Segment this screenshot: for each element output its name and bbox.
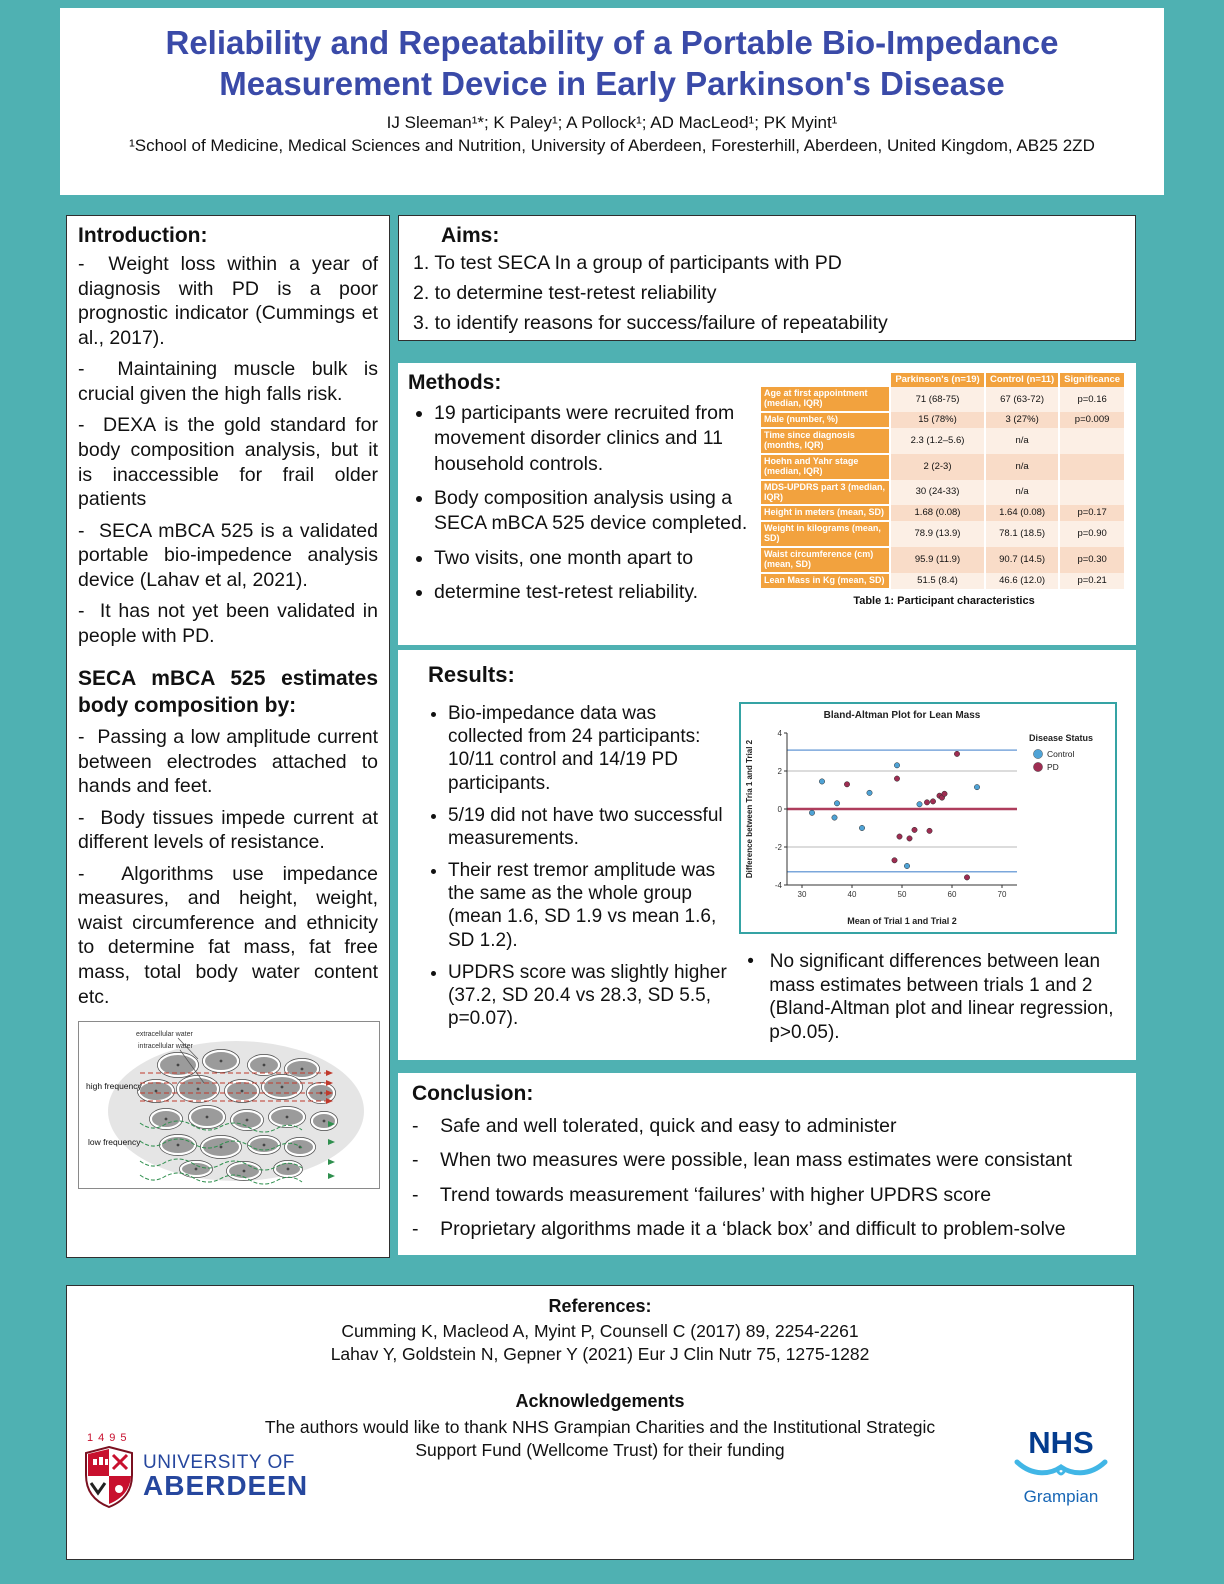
row-label-cell: Male (number, %) <box>761 412 890 428</box>
references-list <box>67 1321 1133 1365</box>
svg-text:70: 70 <box>997 890 1007 899</box>
significance-value-cell: p=0.21 <box>1059 573 1124 589</box>
results-text <box>416 702 733 1044</box>
significance-value-cell <box>1059 480 1124 506</box>
results-panel <box>398 650 1136 1060</box>
table-row <box>761 412 1124 428</box>
conclusion-point: - Trend towards measurement ‘failures’ with higher UPDRS score <box>412 1183 1122 1208</box>
row-label-cell: Hoehn and Yahr stage (median, IQR) <box>761 454 890 480</box>
table-row <box>761 454 1124 480</box>
control-value-cell: n/a <box>985 480 1059 506</box>
aims-heading: Aims: <box>441 224 500 247</box>
results-bullet: • Their rest tremor amplitude was the same as the whole group (mean 1.6, SD 1.9 vs mean 1.6, SD 1.2). <box>448 859 733 952</box>
conclusion-points <box>412 1114 1122 1242</box>
references-heading: References: <box>548 1296 652 1316</box>
results-heading: Results: <box>428 662 515 687</box>
parkinsons-value-cell: 71 (68-75) <box>890 387 985 412</box>
conclusion-point: - When two measures were possible, lean mass estimates were consistant <box>412 1148 1122 1173</box>
svg-text:PD: PD <box>1047 762 1060 772</box>
introduction-panel <box>66 215 390 1258</box>
introduction-heading: Introduction: <box>78 224 208 247</box>
significance-value-cell: p=0.17 <box>1059 505 1124 521</box>
poster-title: Reliability and Repeatability of a Portable Bio-Impedance Measurement Device in Early Parkinson's Disease <box>165 24 1059 103</box>
introduction-points <box>78 252 378 648</box>
bland-altman-chart <box>739 702 1117 934</box>
aims-items <box>413 252 1121 335</box>
significance-value-cell <box>1059 428 1124 454</box>
aims-item: 1. To test SECA In a group of participants with PD <box>413 252 842 274</box>
methods-bullets <box>408 401 760 605</box>
acknowledgements-text: The authors would like to thank NHS Grampian Charities and the Institutional Strategic Support Fund (Wellcome Trust) for their funding <box>264 1417 936 1460</box>
svg-text:50: 50 <box>897 890 907 899</box>
table-caption: Table 1: Participant characteristics <box>853 594 1035 607</box>
row-label-cell: Waist circumference (cm) (mean, SD) <box>761 547 890 573</box>
methods-bullet: • Body composition analysis using a SECA mBCA 525 device completed. <box>434 486 760 537</box>
significance-value-cell: p=0.90 <box>1059 521 1124 547</box>
row-label-cell: Height in meters (mean, SD) <box>761 505 890 521</box>
table-corner-cell <box>761 373 890 387</box>
introduction-point: - DEXA is the gold standard for body composition analysis, but it is inaccessible for frail older patients <box>78 413 378 511</box>
parkinsons-value-cell: 51.5 (8.4) <box>890 573 985 589</box>
aims-panel <box>398 215 1136 341</box>
acknowledgements-heading: Acknowledgements <box>515 1391 685 1411</box>
row-label-cell: MDS-UPDRS part 3 (median, IQR) <box>761 480 890 506</box>
control-value-cell: n/a <box>985 428 1059 454</box>
results-figure-column <box>739 702 1128 1044</box>
svg-text:-2: -2 <box>775 842 783 852</box>
affiliation-line: ¹School of Medicine, Medical Sciences and Nutrition, University of Aberdeen, Foresterhill, Aberdeen, United Kingdom, AB25 2ZD <box>129 135 1095 155</box>
parkinsons-value-cell: 95.9 (11.9) <box>890 547 985 573</box>
significance-value-cell: p=0.30 <box>1059 547 1124 573</box>
cell-current-diagram <box>78 1021 380 1189</box>
svg-text:0: 0 <box>777 804 783 814</box>
table-row <box>761 428 1124 454</box>
seca-point: - Passing a low amplitude current between electrodes attached to hands and feet. <box>78 725 378 799</box>
table-header-row <box>761 373 1124 387</box>
control-value-cell: 67 (63-72) <box>985 387 1059 412</box>
control-value-cell: n/a <box>985 454 1059 480</box>
reference-line: Lahav Y, Goldstein N, Gepner Y (2021) Eur J Clin Nutr 75, 1275-1282 <box>330 1344 870 1364</box>
nhs-wordmark: NHS <box>1028 1425 1094 1460</box>
methods-panel <box>398 363 1136 645</box>
table-row <box>761 480 1124 506</box>
svg-text:low frequency: low frequency <box>88 1137 141 1148</box>
methods-bullet: • Two visits, one month apart to <box>434 546 760 571</box>
parkinsons-value-cell: 78.9 (13.9) <box>890 521 985 547</box>
seca-point: - Algorithms use impedance measures, and height, weight, waist circumference and ethnicity to determine fat mass, fat free mass, total body water content etc. <box>78 862 378 1009</box>
aims-item: 3. to identify reasons for success/failure of repeatability <box>413 312 888 334</box>
svg-text:Mean of Trial 1 and Trial 2: Mean of Trial 1 and Trial 2 <box>847 916 958 926</box>
uoa-name-line2: ABERDEEN <box>143 1470 309 1502</box>
svg-text:Disease Status: Disease Status <box>1029 733 1094 743</box>
reference-line: Cumming K, Macleod A, Myint P, Counsell C (2017) 89, 2254-2261 <box>341 1321 859 1341</box>
svg-text:Control: Control <box>1047 749 1075 759</box>
svg-text:2: 2 <box>777 766 783 776</box>
results-bullet: • UPDRS score was slightly higher (37.2, SD 20.4 vs 28.3, SD 5.5, p=0.07). <box>448 961 733 1031</box>
parkinsons-value-cell: 1.68 (0.08) <box>890 505 985 521</box>
methods-heading: Methods: <box>408 371 502 394</box>
significance-value-cell: p=0.009 <box>1059 412 1124 428</box>
control-value-cell: 3 (27%) <box>985 412 1059 428</box>
introduction-point: - It has not yet been validated in people with PD. <box>78 599 378 648</box>
table-row <box>761 505 1124 521</box>
introduction-point: - Maintaining muscle bulk is crucial given the high falls risk. <box>78 357 378 406</box>
parkinsons-value-cell: 30 (24-33) <box>890 480 985 506</box>
table-col-control: Control (n=11) <box>985 373 1059 387</box>
uoa-crest-icon <box>83 1445 135 1509</box>
conclusion-heading: Conclusion: <box>412 1082 534 1105</box>
authors-line: IJ Sleeman¹*; K Paley¹; A Pollock¹; AD MacLeod¹; PK Myint¹ <box>386 112 838 132</box>
svg-text:high frequency: high frequency <box>86 1081 142 1092</box>
nhs-grampian-logo <box>1009 1427 1113 1507</box>
footer-panel <box>66 1285 1134 1560</box>
aims-item: 2. to determine test-retest reliability <box>413 282 717 304</box>
control-value-cell: 46.6 (12.0) <box>985 573 1059 589</box>
uoa-founding-year: 1495 <box>87 1432 132 1444</box>
svg-text:4: 4 <box>777 728 783 738</box>
significance-value-cell <box>1059 454 1124 480</box>
row-label-cell: Age at first appointment (median, IQR) <box>761 387 890 412</box>
conclusion-point: - Proprietary algorithms made it a ‘black box’ and difficult to problem-solve <box>412 1217 1122 1242</box>
results-bullets <box>416 702 733 1030</box>
chart-note-bullet: • No significant differences between lean mass estimates between trials 1 and 2 (Bland-Altman plot and linear regression, p>0.05). <box>739 950 1128 1044</box>
significance-value-cell: p=0.16 <box>1059 387 1124 412</box>
svg-text:extracellular water: extracellular water <box>136 1031 193 1039</box>
methods-text <box>408 371 760 614</box>
methods-bullet: • 19 participants were recruited from movement disorder clinics and 11 household controls. <box>434 401 760 477</box>
participant-table-wrap <box>760 371 1128 614</box>
control-value-cell: 78.1 (18.5) <box>985 521 1059 547</box>
participant-table-body <box>761 387 1124 588</box>
parkinsons-value-cell: 2 (2-3) <box>890 454 985 480</box>
methods-bullet: • determine test-retest reliability. <box>434 580 760 605</box>
university-of-aberdeen-logo <box>83 1432 308 1509</box>
table-col-significance: Significance <box>1059 373 1124 387</box>
introduction-point: - SECA mBCA 525 is a validated portable bio-impedence analysis device (Lahav et al, 2021). <box>78 519 378 593</box>
table-row <box>761 573 1124 589</box>
conclusion-point: - Safe and well tolerated, quick and easy to administer <box>412 1114 1122 1139</box>
control-value-cell: 1.64 (0.08) <box>985 505 1059 521</box>
svg-text:-4: -4 <box>775 880 783 890</box>
parkinsons-value-cell: 2.3 (1.2–5.6) <box>890 428 985 454</box>
table-row <box>761 387 1124 412</box>
conclusion-panel <box>398 1073 1136 1255</box>
svg-text:Bland-Altman Plot for Lean Mas: Bland-Altman Plot for Lean Mass <box>823 710 981 721</box>
svg-text:40: 40 <box>847 890 857 899</box>
header-panel <box>60 8 1164 195</box>
svg-text:intracellular water: intracellular water <box>138 1043 193 1051</box>
row-label-cell: Lean Mass in Kg (mean, SD) <box>761 573 890 589</box>
svg-text:30: 30 <box>797 890 807 899</box>
results-bullet: • Bio-impedance data was collected from 24 participants: 10/11 control and 14/19 PD participants. <box>448 702 733 795</box>
seca-point: - Body tissues impede current at different levels of resistance. <box>78 806 378 855</box>
participant-table <box>760 373 1124 590</box>
svg-text:60: 60 <box>947 890 957 899</box>
uoa-name-line1: UNIVERSITY OF <box>143 1452 295 1474</box>
parkinsons-value-cell: 15 (78%) <box>890 412 985 428</box>
nhs-region-label: Grampian <box>1023 1487 1099 1506</box>
table-col-parkinsons: Parkinson's (n=19) <box>890 373 985 387</box>
introduction-point: - Weight loss within a year of diagnosis with PD is a poor prognostic indicator (Cummings et al., 2017). <box>78 252 378 350</box>
table-row <box>761 521 1124 547</box>
participant-table-head <box>761 373 1124 387</box>
seca-heading: SECA mBCA 525 estimates body composition by: <box>78 667 378 717</box>
table-row <box>761 547 1124 573</box>
results-bullet: • 5/19 did not have two successful measurements. <box>448 804 733 850</box>
row-label-cell: Weight in kilograms (mean, SD) <box>761 521 890 547</box>
row-label-cell: Time since diagnosis (months, IQR) <box>761 428 890 454</box>
seca-points <box>78 725 378 1009</box>
nhs-wave-icon <box>1013 1458 1109 1482</box>
svg-text:Difference between Tria 1 and: Difference between Tria 1 and Trial 2 <box>745 739 755 879</box>
control-value-cell: 90.7 (14.5) <box>985 547 1059 573</box>
